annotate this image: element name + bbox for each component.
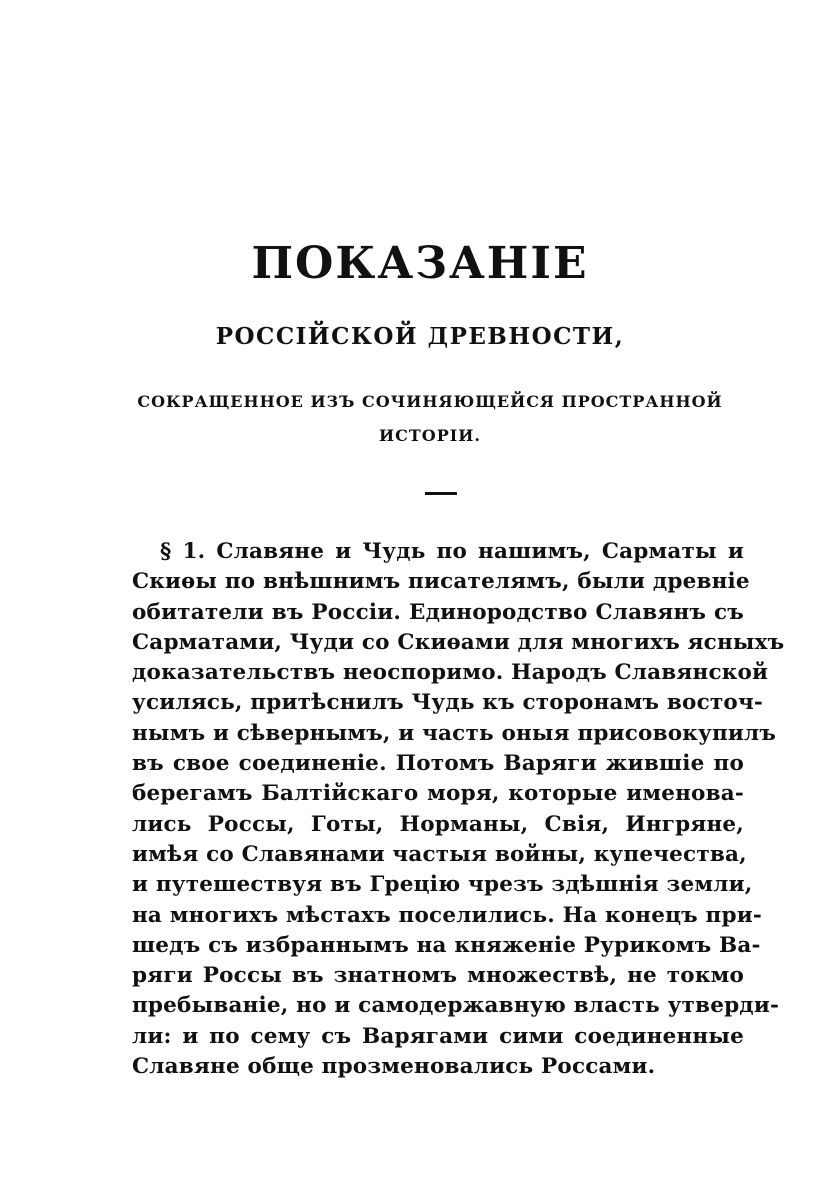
paragraph-line: Славяне обще прозменовались Россами. bbox=[132, 1054, 656, 1080]
paragraph-line: шедъ съ избраннымъ на княженіе Рурикомъ Ва- bbox=[132, 932, 761, 958]
paragraph-line: берегамъ Балтійскаго моря, которые именова- bbox=[132, 781, 744, 807]
paragraph-line: на многихъ мѣстахъ поселились. На конецъ при- bbox=[132, 902, 762, 928]
paragraph-line: имѣя со Славянами частыя войны, купечества, bbox=[132, 841, 747, 867]
paragraph-line: Сарматами, Чуди со Скиѳами для многихъ ясныхъ bbox=[132, 629, 785, 655]
title-note-line: СОКРАЩЕННОЕ ИЗЪ СОЧИНЯЮЩЕЙСЯ ПРОСТРАННОЙ bbox=[137, 392, 723, 411]
paragraph-line: ряги Россы въ знатномъ множествѣ, не токмо bbox=[132, 963, 744, 989]
paragraph-line: Скиѳы по внѣшнимъ писателямъ, были древніе bbox=[132, 569, 750, 595]
paragraph-line: ли: и по сему съ Варягами сими соединенные bbox=[132, 1023, 744, 1049]
paragraph-line: § 1. Славяне и Чудь по нашимъ, Сарматы и bbox=[160, 539, 744, 564]
paragraph-line: въ свое соединеніе. Потомъ Варяги жившіе по bbox=[132, 751, 744, 777]
title-note-line: ИСТОРІИ. bbox=[379, 426, 481, 445]
paragraph-line: лись Россы, Готы, Норманы, Свія, Ингряне, bbox=[132, 811, 744, 837]
title-note bbox=[120, 385, 740, 453]
paragraph-line: и путешествуя въ Грецію чрезъ здѣшнія земли, bbox=[132, 872, 753, 898]
page-title: ПОКАЗАНІЕ bbox=[251, 238, 589, 289]
paragraph-line: нымъ и сѣвернымъ, и часть оныя присовокупилъ bbox=[132, 720, 777, 746]
section-divider bbox=[425, 492, 457, 495]
paragraph-line: усилясь, притѣснилъ Чудь къ сторонамъ восточ- bbox=[132, 690, 764, 716]
page-subtitle: РОССІЙСКОЙ ДРЕВНОСТИ, bbox=[215, 323, 625, 350]
paragraph-line: обитатели въ Россіи. Единородство Славянъ съ bbox=[132, 599, 744, 625]
paragraph-line: доказательствъ неоспоримо. Народъ Славянской bbox=[132, 660, 769, 686]
paragraph-section-1 bbox=[132, 537, 785, 1082]
paragraph-line: пребываніе, но и самодержавную власть утверди- bbox=[132, 993, 780, 1019]
